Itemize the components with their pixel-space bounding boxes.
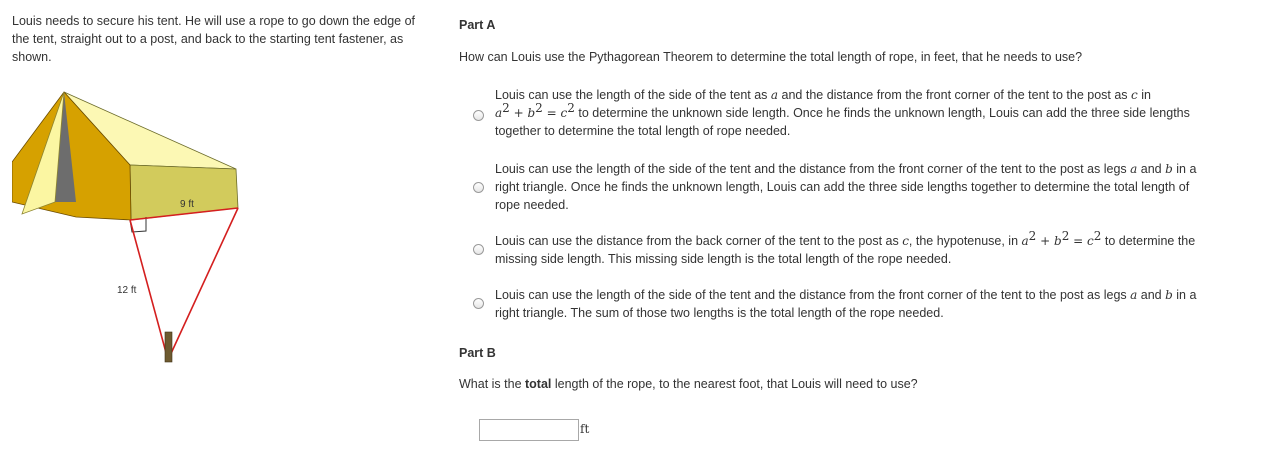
part-b-title: Part B bbox=[459, 346, 496, 360]
post bbox=[165, 332, 172, 362]
option-2-text: Louis can use the length of the side of the tent and the distance from the front corner of the tent to the post as legs a and b in a right triangle. Once he finds the unknown length, Louis can add the three side lengths together to determine the total length of rope needed. bbox=[495, 162, 1197, 212]
part-a-title: Part A bbox=[459, 18, 496, 32]
answer-unit: ft bbox=[580, 422, 590, 436]
option-3[interactable] bbox=[473, 229, 1253, 270]
answer-input[interactable] bbox=[479, 419, 579, 441]
option-3-text: Louis can use the distance from the back corner of the tent to the post as c, the hypotenuse, in $a^2 + b^2 = c^2$ to determine the missing side length. This missing side length is the total length of the rope needed. bbox=[495, 229, 1196, 266]
option-4-radio[interactable] bbox=[473, 298, 484, 309]
option-4-text: Louis can use the length of the side of the tent and the distance from the front corner of the tent to the post as legs a and b in a right triangle. The sum of those two lengths is the total length of the rope needed. bbox=[495, 288, 1197, 320]
option-1-text: Louis can use the length of the side of the tent as a and the distance from the front corner of the tent to the post as c in $a^2 + b^2 = c^2$ to determine the unknown side length. Once he finds the unknown length, Louis can add the three side lengths together to determine the total length of rope needed. bbox=[495, 88, 1190, 138]
option-3-radio[interactable] bbox=[473, 244, 484, 255]
part-a-question: How can Louis use the Pythagorean Theorem to determine the total length of rope, in feet, that he needs to use? bbox=[459, 50, 1083, 64]
option-2-radio[interactable] bbox=[473, 182, 484, 193]
option-1-radio[interactable] bbox=[473, 110, 484, 121]
rope-back bbox=[168, 208, 238, 360]
problem-panel bbox=[12, 12, 432, 296]
option-1[interactable] bbox=[473, 86, 1253, 142]
option-4[interactable] bbox=[473, 286, 1253, 324]
tent-figure bbox=[12, 74, 262, 374]
problem-intro: Louis needs to secure his tent. He will use a rope to go down the edge of the tent, straight out to a post, and back to the starting tent fastener, as shown. bbox=[12, 14, 416, 64]
label-9ft: 9 ft bbox=[180, 199, 194, 210]
label-12ft: 12 ft bbox=[117, 285, 137, 296]
option-2[interactable] bbox=[473, 160, 1253, 216]
part-b-question: What is the total length of the rope, to the nearest foot, that Louis will need to use? bbox=[459, 377, 918, 391]
tent-side-wall bbox=[130, 165, 238, 220]
